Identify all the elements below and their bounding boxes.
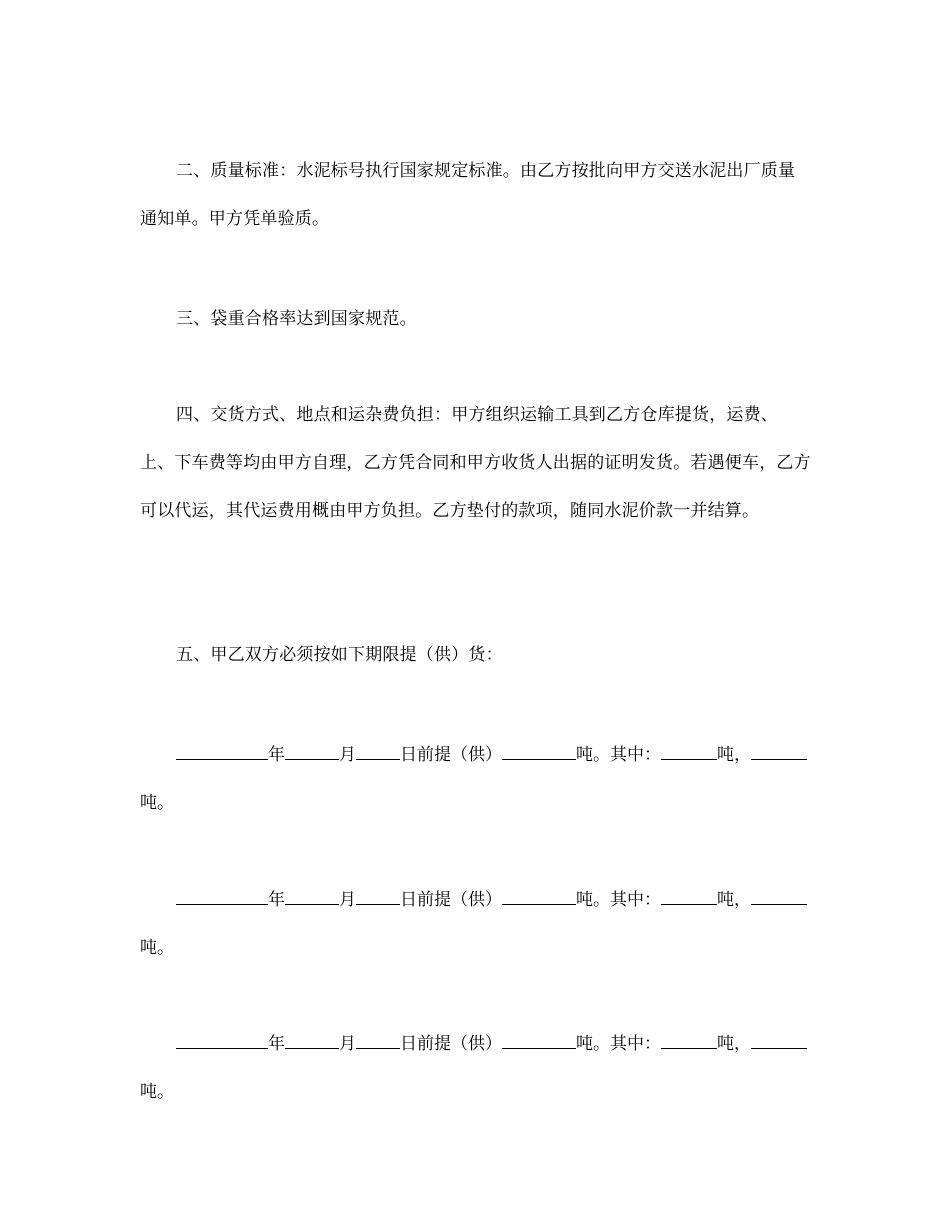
month-blank[interactable] [285, 745, 339, 760]
clause-delivery-method: 四、交货方式、地点和运杂费负担：甲方组织运输工具到乙方仓库提货，运费、上、下车费等均由甲方自理，乙方凭合同和甲方收货人出据的证明发货。若遇便车，乙方可以代运，其代运费用概由甲方负担。乙方垫付的款项，随同水泥价款一并结算。 [140, 405, 811, 521]
year-label: 年 [268, 1034, 285, 1054]
quantity-blank[interactable] [502, 890, 576, 905]
year-blank[interactable] [176, 890, 268, 905]
sub-quantity-blank-2[interactable] [751, 890, 807, 905]
month-blank[interactable] [285, 890, 339, 905]
year-label: 年 [268, 745, 285, 765]
month-label: 月 [339, 1034, 356, 1054]
month-label: 月 [339, 890, 356, 910]
ton-comma-label: 吨， [717, 890, 751, 910]
ton-comma-label: 吨， [717, 745, 751, 765]
day-pickup-label: 日前提（供） [400, 890, 502, 910]
sub-quantity-blank-1[interactable] [661, 745, 717, 760]
month-blank[interactable] [285, 1034, 339, 1049]
ton-among-label: 吨。其中： [576, 745, 661, 765]
clause-bag-weight: 三、袋重合格率达到国家规范。 [176, 309, 417, 329]
schedule-row-3 [140, 1020, 812, 1068]
sub-quantity-blank-2[interactable] [751, 745, 807, 760]
quantity-blank[interactable] [502, 1034, 576, 1049]
month-label: 月 [339, 745, 356, 765]
sub-quantity-blank-2[interactable] [751, 1034, 807, 1049]
day-blank[interactable] [356, 1034, 400, 1049]
year-blank[interactable] [176, 1034, 268, 1049]
quantity-blank[interactable] [502, 745, 576, 760]
clause-schedule-intro: 五、甲乙双方必须按如下期限提（供）货： [176, 645, 503, 665]
day-pickup-label: 日前提（供） [400, 745, 502, 765]
clause-quality-standard: 二、质量标准：水泥标号执行国家规定标准。由乙方按批向甲方交送水泥出厂质量通知单。甲方凭单验质。 [140, 161, 796, 229]
day-blank[interactable] [356, 890, 400, 905]
schedule-row-1 [140, 731, 812, 779]
schedule-row-1-end: 吨。 [140, 793, 174, 813]
ton-among-label: 吨。其中： [576, 1034, 661, 1054]
year-label: 年 [268, 890, 285, 910]
day-blank[interactable] [356, 745, 400, 760]
schedule-row-2 [140, 876, 812, 924]
ton-comma-label: 吨， [717, 1034, 751, 1054]
sub-quantity-blank-1[interactable] [661, 890, 717, 905]
day-pickup-label: 日前提（供） [400, 1034, 502, 1054]
schedule-row-3-end: 吨。 [140, 1082, 174, 1102]
ton-among-label: 吨。其中： [576, 890, 661, 910]
schedule-row-2-end: 吨。 [140, 938, 174, 958]
sub-quantity-blank-1[interactable] [661, 1034, 717, 1049]
year-blank[interactable] [176, 745, 268, 760]
